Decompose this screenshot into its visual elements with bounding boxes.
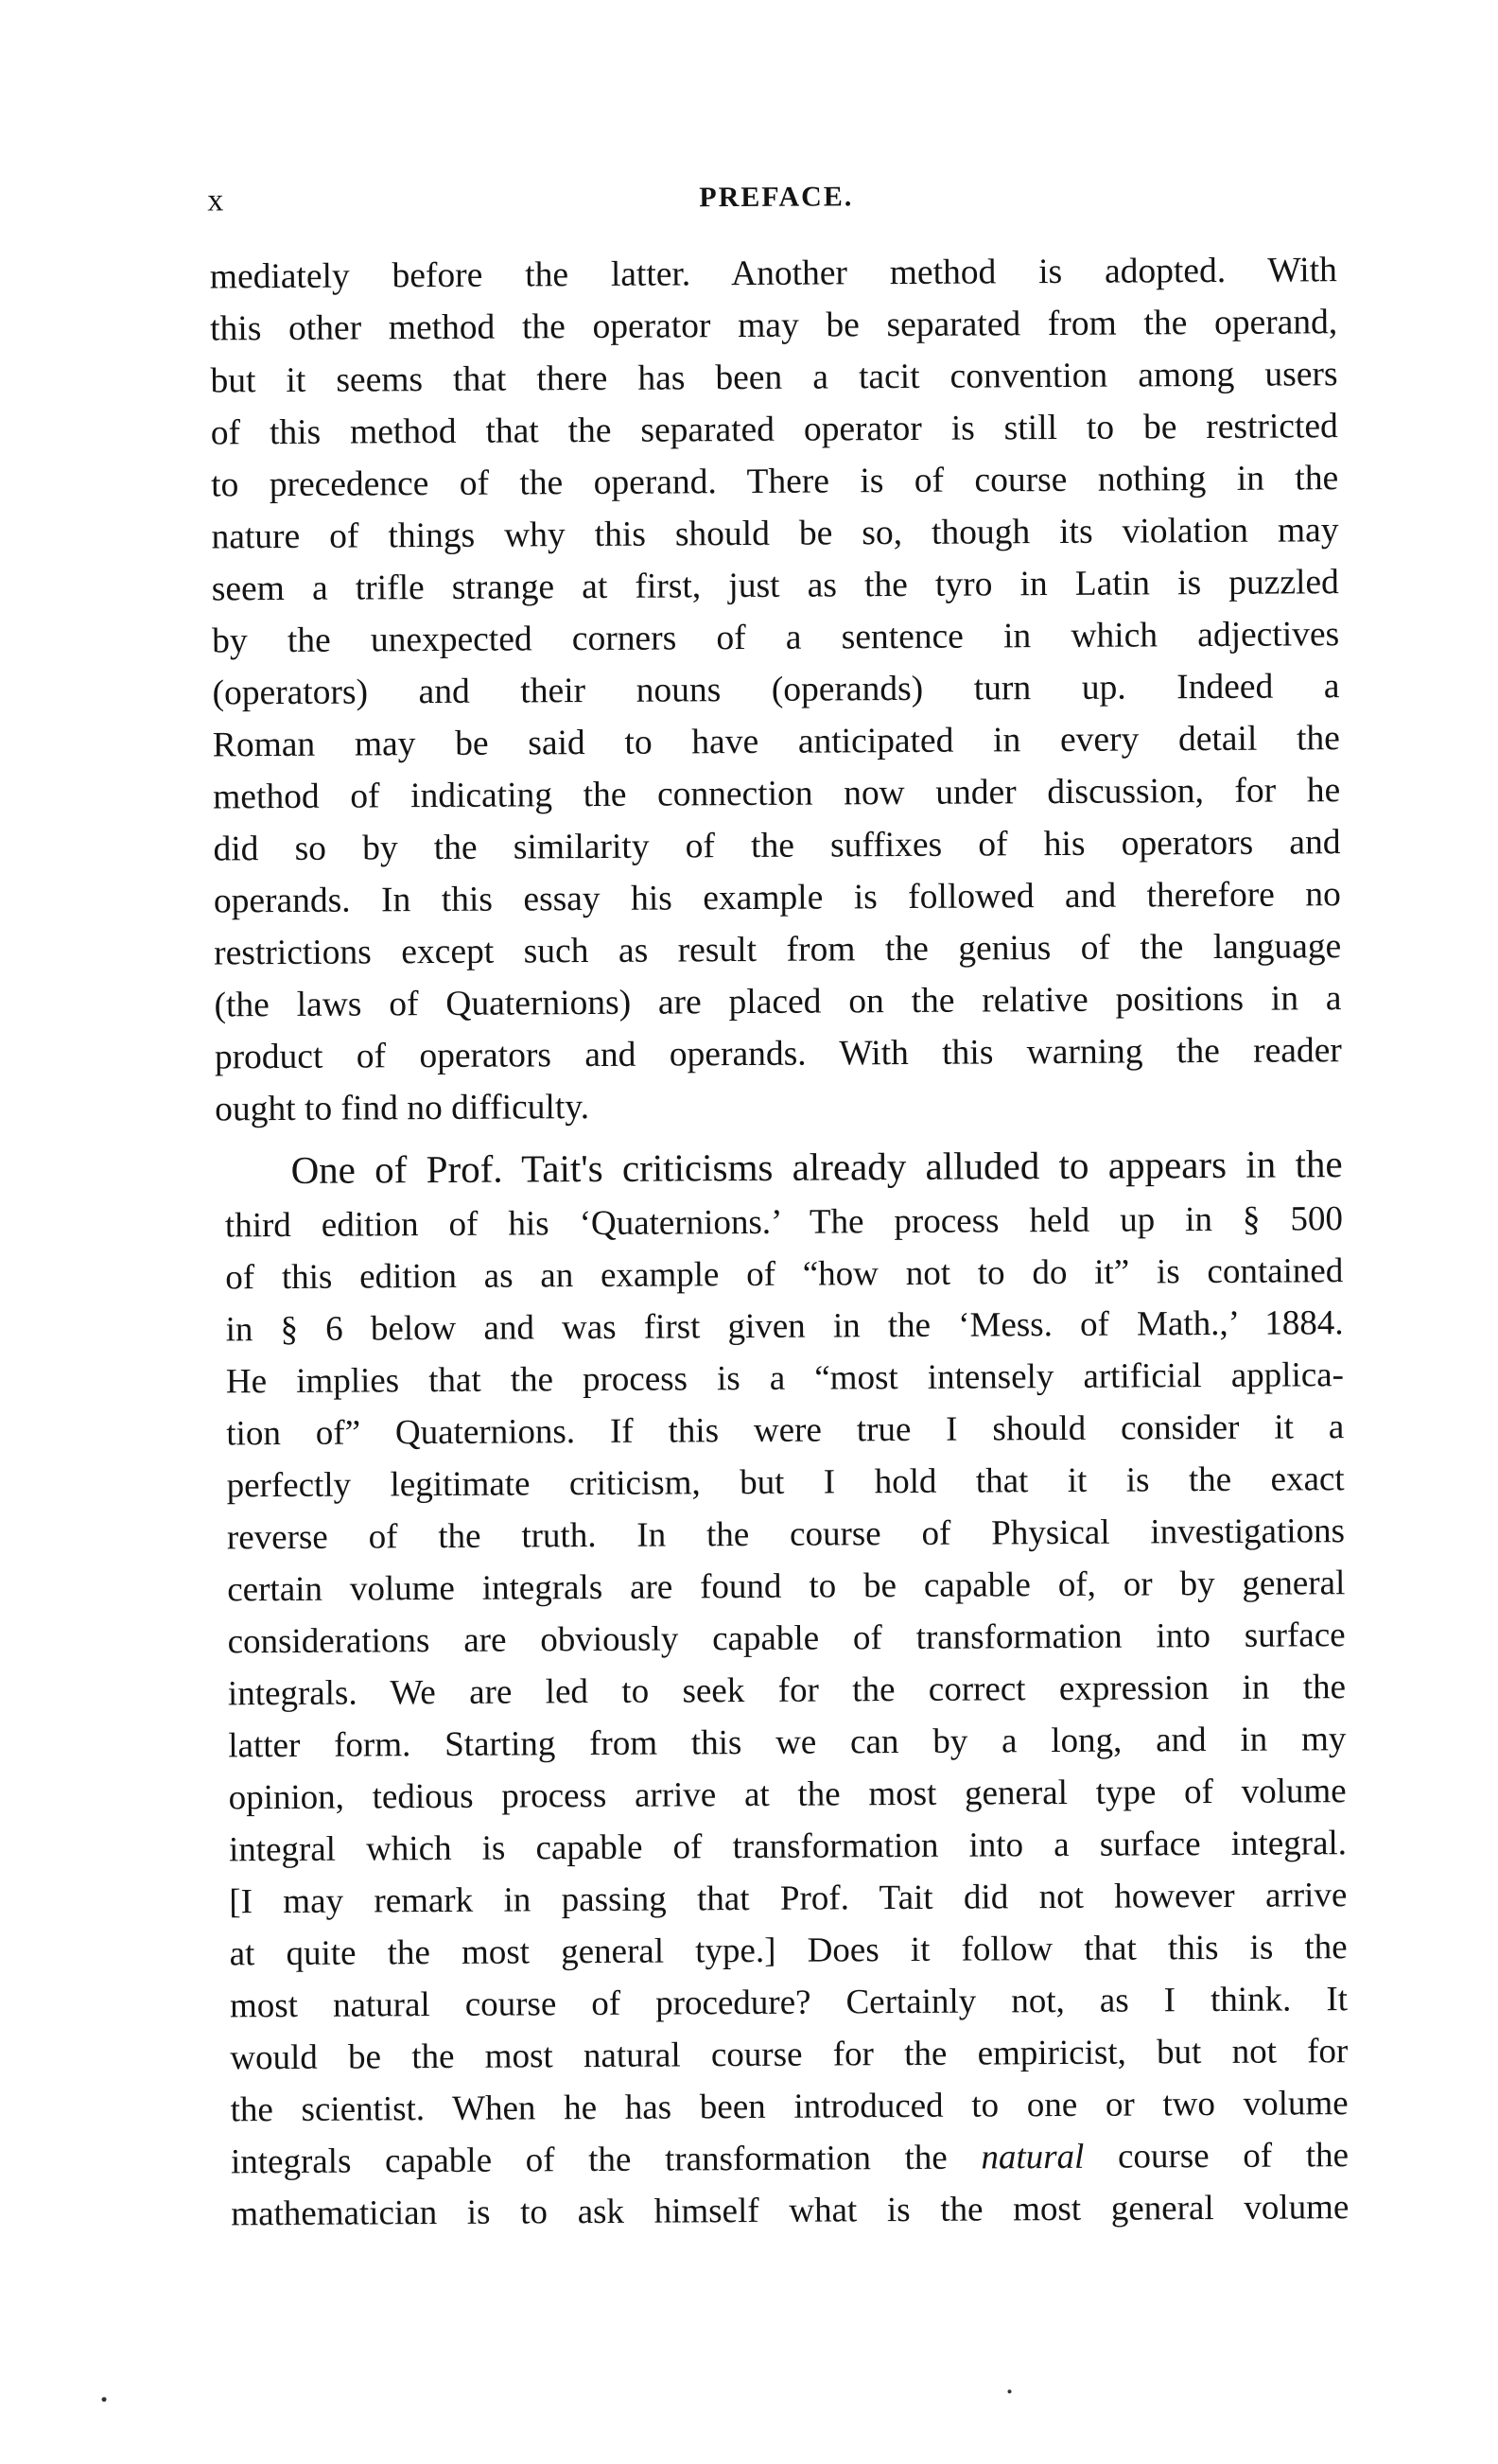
text-line: did so by the similarity of the suffixes of his operators and (213, 823, 1341, 869)
text-line: tion of” Quaternions. If this were true I should consider it a (226, 1407, 1345, 1454)
text-line: latter form. Starting from this we can by a long, and in my (228, 1720, 1347, 1766)
text-line: [I may remark in passing that Prof. Tait did not however arrive (229, 1876, 1348, 1922)
text-line: but it seems that there has been a tacit convention among users (210, 355, 1338, 401)
text-line: He implies that the process is a “most intensely artificial applica- (225, 1355, 1345, 1402)
text-line: (the laws of Quaternions) are placed on the relative positions in a (214, 979, 1342, 1025)
text-line: the scientist. When he has been introduced to one or two volume (230, 2084, 1349, 2130)
text-line: at quite the most general type.] Does it follow that this is the (229, 1928, 1348, 1974)
running-head: PREFACE. (699, 181, 854, 214)
text-line: reverse of the truth. In the course of Physical investigations (226, 1512, 1346, 1558)
text-line: perfectly legitimate criticism, but I hold that it is the exact (226, 1459, 1345, 1506)
paragraph-2 (224, 1134, 1349, 2240)
text-line: nature of things why this should be so, though its violation may (211, 511, 1339, 557)
body-text (210, 244, 1350, 2240)
text-line: restrictions except such as result from the genius of the language (214, 927, 1342, 973)
text-line: seem a trifle strange at first, just as the tyro in Latin is puzzled (211, 563, 1339, 609)
text-line: certain volume integrals are found to be capable of, or by general (227, 1564, 1346, 1610)
text-line: in § 6 below and was first given in the ‘Mess. of Math.,’ 1884. (225, 1303, 1344, 1350)
text-line: considerations are obviously capable of transformation into surface (227, 1616, 1346, 1662)
page-number: x (207, 183, 225, 218)
text-line: this other method the operator may be separated from the operand, (210, 303, 1338, 349)
print-speck (1007, 2389, 1011, 2393)
page-header (207, 176, 1342, 220)
print-speck (102, 2397, 107, 2402)
text-line: of this method that the separated operator is still to be restricted (210, 407, 1338, 453)
text-line: integral which is capable of transformation into a surface integral. (228, 1824, 1348, 1870)
text-line: by the unexpected corners of a sentence in which adjectives (212, 615, 1340, 661)
text-line: operands. In this essay his example is followed and therefore no (213, 875, 1341, 921)
text-line: of this edition as an example of “how not to do it” is contained (225, 1251, 1344, 1298)
text-line: Roman may be said to have anticipated in every detail the (212, 719, 1340, 765)
text-line: ought to find no difficulty. (215, 1088, 590, 1129)
text-line: One of Prof. Tait's criticisms already alluded to appears in the (290, 1142, 1343, 1192)
text-line: (operators) and their nouns (operands) turn up. Indeed a (212, 667, 1340, 713)
text-line: most natural course of procedure? Certainly not, as I think. It (229, 1980, 1349, 2026)
paragraph-1 (210, 244, 1343, 1135)
text-line: would be the most natural course for the empiricist, but not for (230, 2032, 1349, 2078)
text-line: opinion, tedious process arrive at the most general type of volume (228, 1772, 1347, 1818)
text-line: to precedence of the operand. There is of course nothing in the (211, 459, 1339, 505)
emphasis: natural (981, 2137, 1085, 2177)
text-line: mediately before the latter. Another method is adopted. With (209, 251, 1337, 297)
text-line: method of indicating the connection now under discussion, for he (213, 771, 1341, 817)
text-line: product of operators and operands. With this warning the reader (214, 1031, 1342, 1077)
text-line: mathematician is to ask himself what is the most general volume (231, 2188, 1350, 2234)
text-line: third edition of his ‘Quaternions.’ The process held up in § 500 (224, 1199, 1344, 1246)
text-line: integrals capable of the transformation the natural course of the (230, 2136, 1350, 2182)
text-line: integrals. We are led to seek for the correct expression in the (227, 1668, 1347, 1714)
